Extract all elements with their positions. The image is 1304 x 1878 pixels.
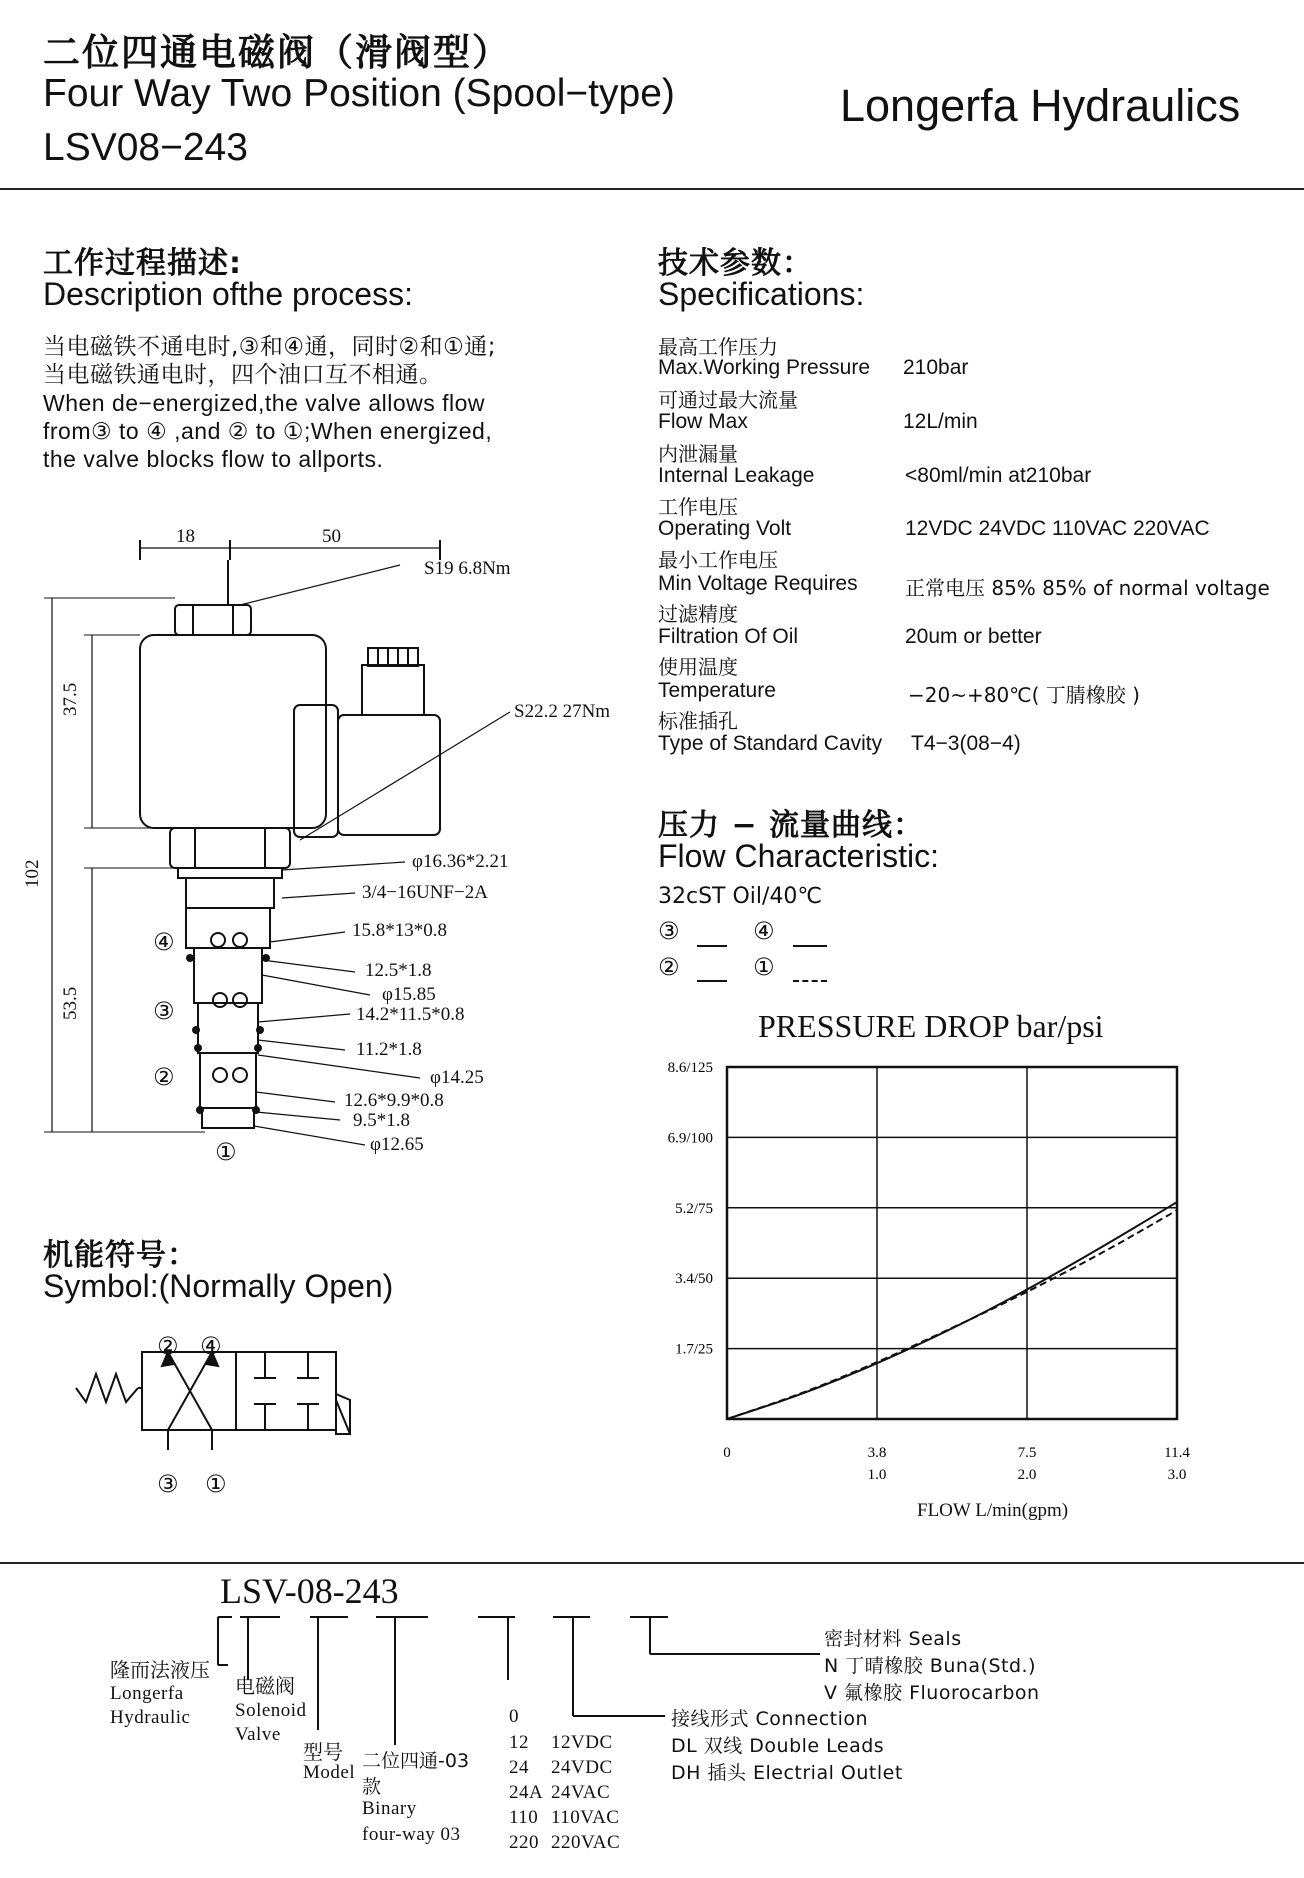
flow-heading-en: Flow Characteristic: (658, 838, 939, 874)
spec-cn: 过滤精度 (658, 602, 738, 626)
symbol-port-4: ④ (200, 1332, 222, 1360)
chart-title: PRESSURE DROP bar/psi (758, 1008, 1104, 1044)
title-cn: 二位四通电磁阀（滑阀型） (43, 31, 511, 74)
dim-label: 14.2*11.5*0.8 (356, 1004, 465, 1025)
voltage-value: 110VAC (551, 1807, 620, 1828)
valve-en-2: Valve (235, 1724, 281, 1745)
y-tick-label: 3.4/50 (675, 1271, 713, 1288)
x-tick-label: 0 (723, 1445, 731, 1461)
dim-label: 12.6*9.9*0.8 (344, 1090, 444, 1111)
voltage-code: 24 (509, 1757, 529, 1778)
port-label-2: ② (153, 1063, 175, 1091)
legend-port: ② (658, 953, 680, 981)
legend-port: ① (753, 953, 775, 981)
x-tick-label-gpm: 1.0 (867, 1467, 887, 1483)
dim-top-left: 18 (176, 526, 195, 547)
flow-heading-cn: 压力 − 流量曲线： (658, 808, 925, 843)
description-line: the valve blocks flow to allports. (43, 446, 384, 472)
voltage-value: 24VAC (551, 1782, 611, 1803)
legend-port: ④ (753, 917, 775, 945)
voltage-code: 110 (509, 1807, 539, 1828)
model-en: Model (303, 1762, 356, 1783)
seals-option: N 丁晴橡胶 Buna(Std.) (824, 1655, 1036, 1677)
port-label-3: ③ (153, 997, 175, 1025)
spec-en: Filtration Of Oil (658, 625, 799, 648)
seals-option: V 氟橡胶 Fluorocarbon (824, 1682, 1040, 1704)
dim-label: φ14.25 (430, 1067, 484, 1088)
binary-cn-2: 款 (362, 1776, 382, 1798)
spec-value: 210bar (903, 356, 969, 379)
symbol-port-3: ③ (157, 1470, 179, 1498)
model-cn: 型号 (303, 1740, 343, 1764)
x-tick-label: 7.5 (1017, 1445, 1037, 1461)
connection-option: DH 插头 Electrial Outlet (671, 1762, 903, 1784)
spec-cn: 内泄漏量 (658, 442, 738, 466)
description-heading-en: Description ofthe process: (43, 276, 413, 312)
symbol-port-1: ① (205, 1470, 227, 1498)
spec-en: Max.Working Pressure (658, 356, 871, 379)
spec-cn: 最高工作压力 (658, 335, 778, 359)
spec-value: −20~+80℃( 丁腈橡胶 ) (908, 683, 1140, 707)
connection-heading: 接线形式 Connection (671, 1708, 869, 1730)
description-line: 当电磁铁通电时，四个油口互不相通。 (43, 362, 443, 388)
voltage-value: 12VDC (551, 1732, 613, 1753)
voltage-code: 24A (509, 1782, 544, 1803)
voltage-value: 24VDC (551, 1757, 613, 1778)
spec-cn: 可通过最大流量 (658, 388, 798, 412)
coil-torque-label: S22.2 27Nm (514, 701, 611, 722)
voltage-code: 12 (509, 1732, 529, 1753)
nut-torque-label: S19 6.8Nm (424, 558, 511, 579)
spec-en: Temperature (658, 679, 776, 702)
dim-label: φ15.85 (382, 984, 436, 1005)
valve-en-1: Solenoid (235, 1700, 307, 1721)
spec-value: 12L/min (903, 410, 978, 433)
dim-body-height: 53.5 (60, 986, 81, 1020)
x-tick-label-gpm: 3.0 (1167, 1467, 1187, 1483)
dim-coil-height: 37.5 (60, 682, 81, 716)
brand-name: Longerfa Hydraulics (840, 80, 1241, 131)
dim-label: φ16.36*2.21 (412, 851, 509, 872)
spec-cn: 标准插孔 (658, 709, 738, 733)
title-en: Four Way Two Position (Spool−type) (43, 72, 675, 115)
spec-value: 12VDC 24VDC 110VAC 220VAC (905, 517, 1210, 540)
dim-label: 11.2*1.8 (356, 1039, 422, 1060)
spec-cn: 最小工作电压 (658, 548, 778, 572)
dim-top-right: 50 (322, 526, 341, 547)
voltage-code: 0 (509, 1706, 519, 1727)
spec-en: Internal Leakage (658, 464, 815, 487)
description-line: 当电磁铁不通电时,③和④通，同时②和①通; (43, 334, 497, 360)
seals-heading: 密封材料 Seals (824, 1628, 962, 1650)
spec-en: Flow Max (658, 410, 748, 433)
symbol-port-2: ② (157, 1332, 179, 1360)
spec-en: Type of Standard Cavity (658, 732, 883, 755)
x-tick-label-gpm: 2.0 (1017, 1467, 1037, 1483)
x-tick-label: 11.4 (1164, 1445, 1190, 1461)
spec-value: 20um or better (905, 625, 1042, 648)
port-label-1: ① (215, 1138, 237, 1166)
y-tick-label: 1.7/25 (675, 1341, 713, 1358)
spec-en: Operating Volt (658, 517, 792, 540)
dim-label: 9.5*1.8 (353, 1110, 410, 1131)
brand-cn: 隆而法液压 (110, 1658, 210, 1682)
x-tick-label: 3.8 (867, 1445, 887, 1461)
ordering-code: LSV-08-243 (220, 1571, 399, 1611)
port-label-4: ④ (153, 928, 175, 956)
symbol-heading-cn: 机能符号： (43, 1238, 198, 1273)
binary-en-1: Binary (362, 1798, 417, 1819)
voltage-code: 220 (509, 1832, 539, 1853)
valve-cn: 电磁阀 (235, 1674, 295, 1698)
y-tick-label: 6.9/100 (667, 1130, 713, 1147)
spec-value: <80ml/min at210bar (905, 464, 1092, 487)
spec-en: Min Voltage Requires (658, 572, 858, 595)
specs-heading-cn: 技术参数： (658, 246, 813, 281)
description-line: When de−energized,the valve allows flow (43, 390, 486, 416)
dim-total-height: 102 (22, 859, 43, 888)
brand-en-2: Hydraulic (110, 1707, 191, 1728)
dim-label: φ12.65 (370, 1134, 424, 1155)
y-tick-label: 8.6/125 (667, 1060, 713, 1076)
dim-label: 12.5*1.8 (365, 960, 432, 981)
binary-en-2: four-way 03 (362, 1824, 461, 1845)
chart-xlabel: FLOW L/min(gpm) (917, 1500, 1069, 1521)
legend-port: ③ (658, 917, 680, 945)
specs-heading-en: Specifications: (658, 276, 865, 312)
connection-option: DL 双线 Double Leads (671, 1735, 885, 1757)
y-tick-label: 5.2/75 (675, 1200, 713, 1217)
dim-label: 15.8*13*0.8 (352, 920, 447, 941)
spec-cn: 工作电压 (658, 495, 738, 519)
spec-value: 正常电压 85% 85% of normal voltage (905, 576, 1270, 600)
brand-en-1: Longerfa (110, 1683, 184, 1704)
symbol-heading-en: Symbol:(Normally Open) (43, 1268, 394, 1304)
binary-cn: 二位四通-03 (362, 1750, 470, 1772)
model-number: LSV08−243 (43, 126, 248, 169)
oil-spec: 32cST Oil/40℃ (658, 884, 823, 909)
spec-value: T4−3(08−4) (911, 732, 1021, 755)
description-line: from③ to ④ ,and ② to ①;When energized, (43, 418, 493, 444)
dim-label: 3/4−16UNF−2A (362, 882, 488, 903)
voltage-value: 220VAC (551, 1832, 621, 1853)
spec-cn: 使用温度 (658, 655, 738, 679)
description-heading-cn: 工作过程描述: (43, 246, 242, 281)
